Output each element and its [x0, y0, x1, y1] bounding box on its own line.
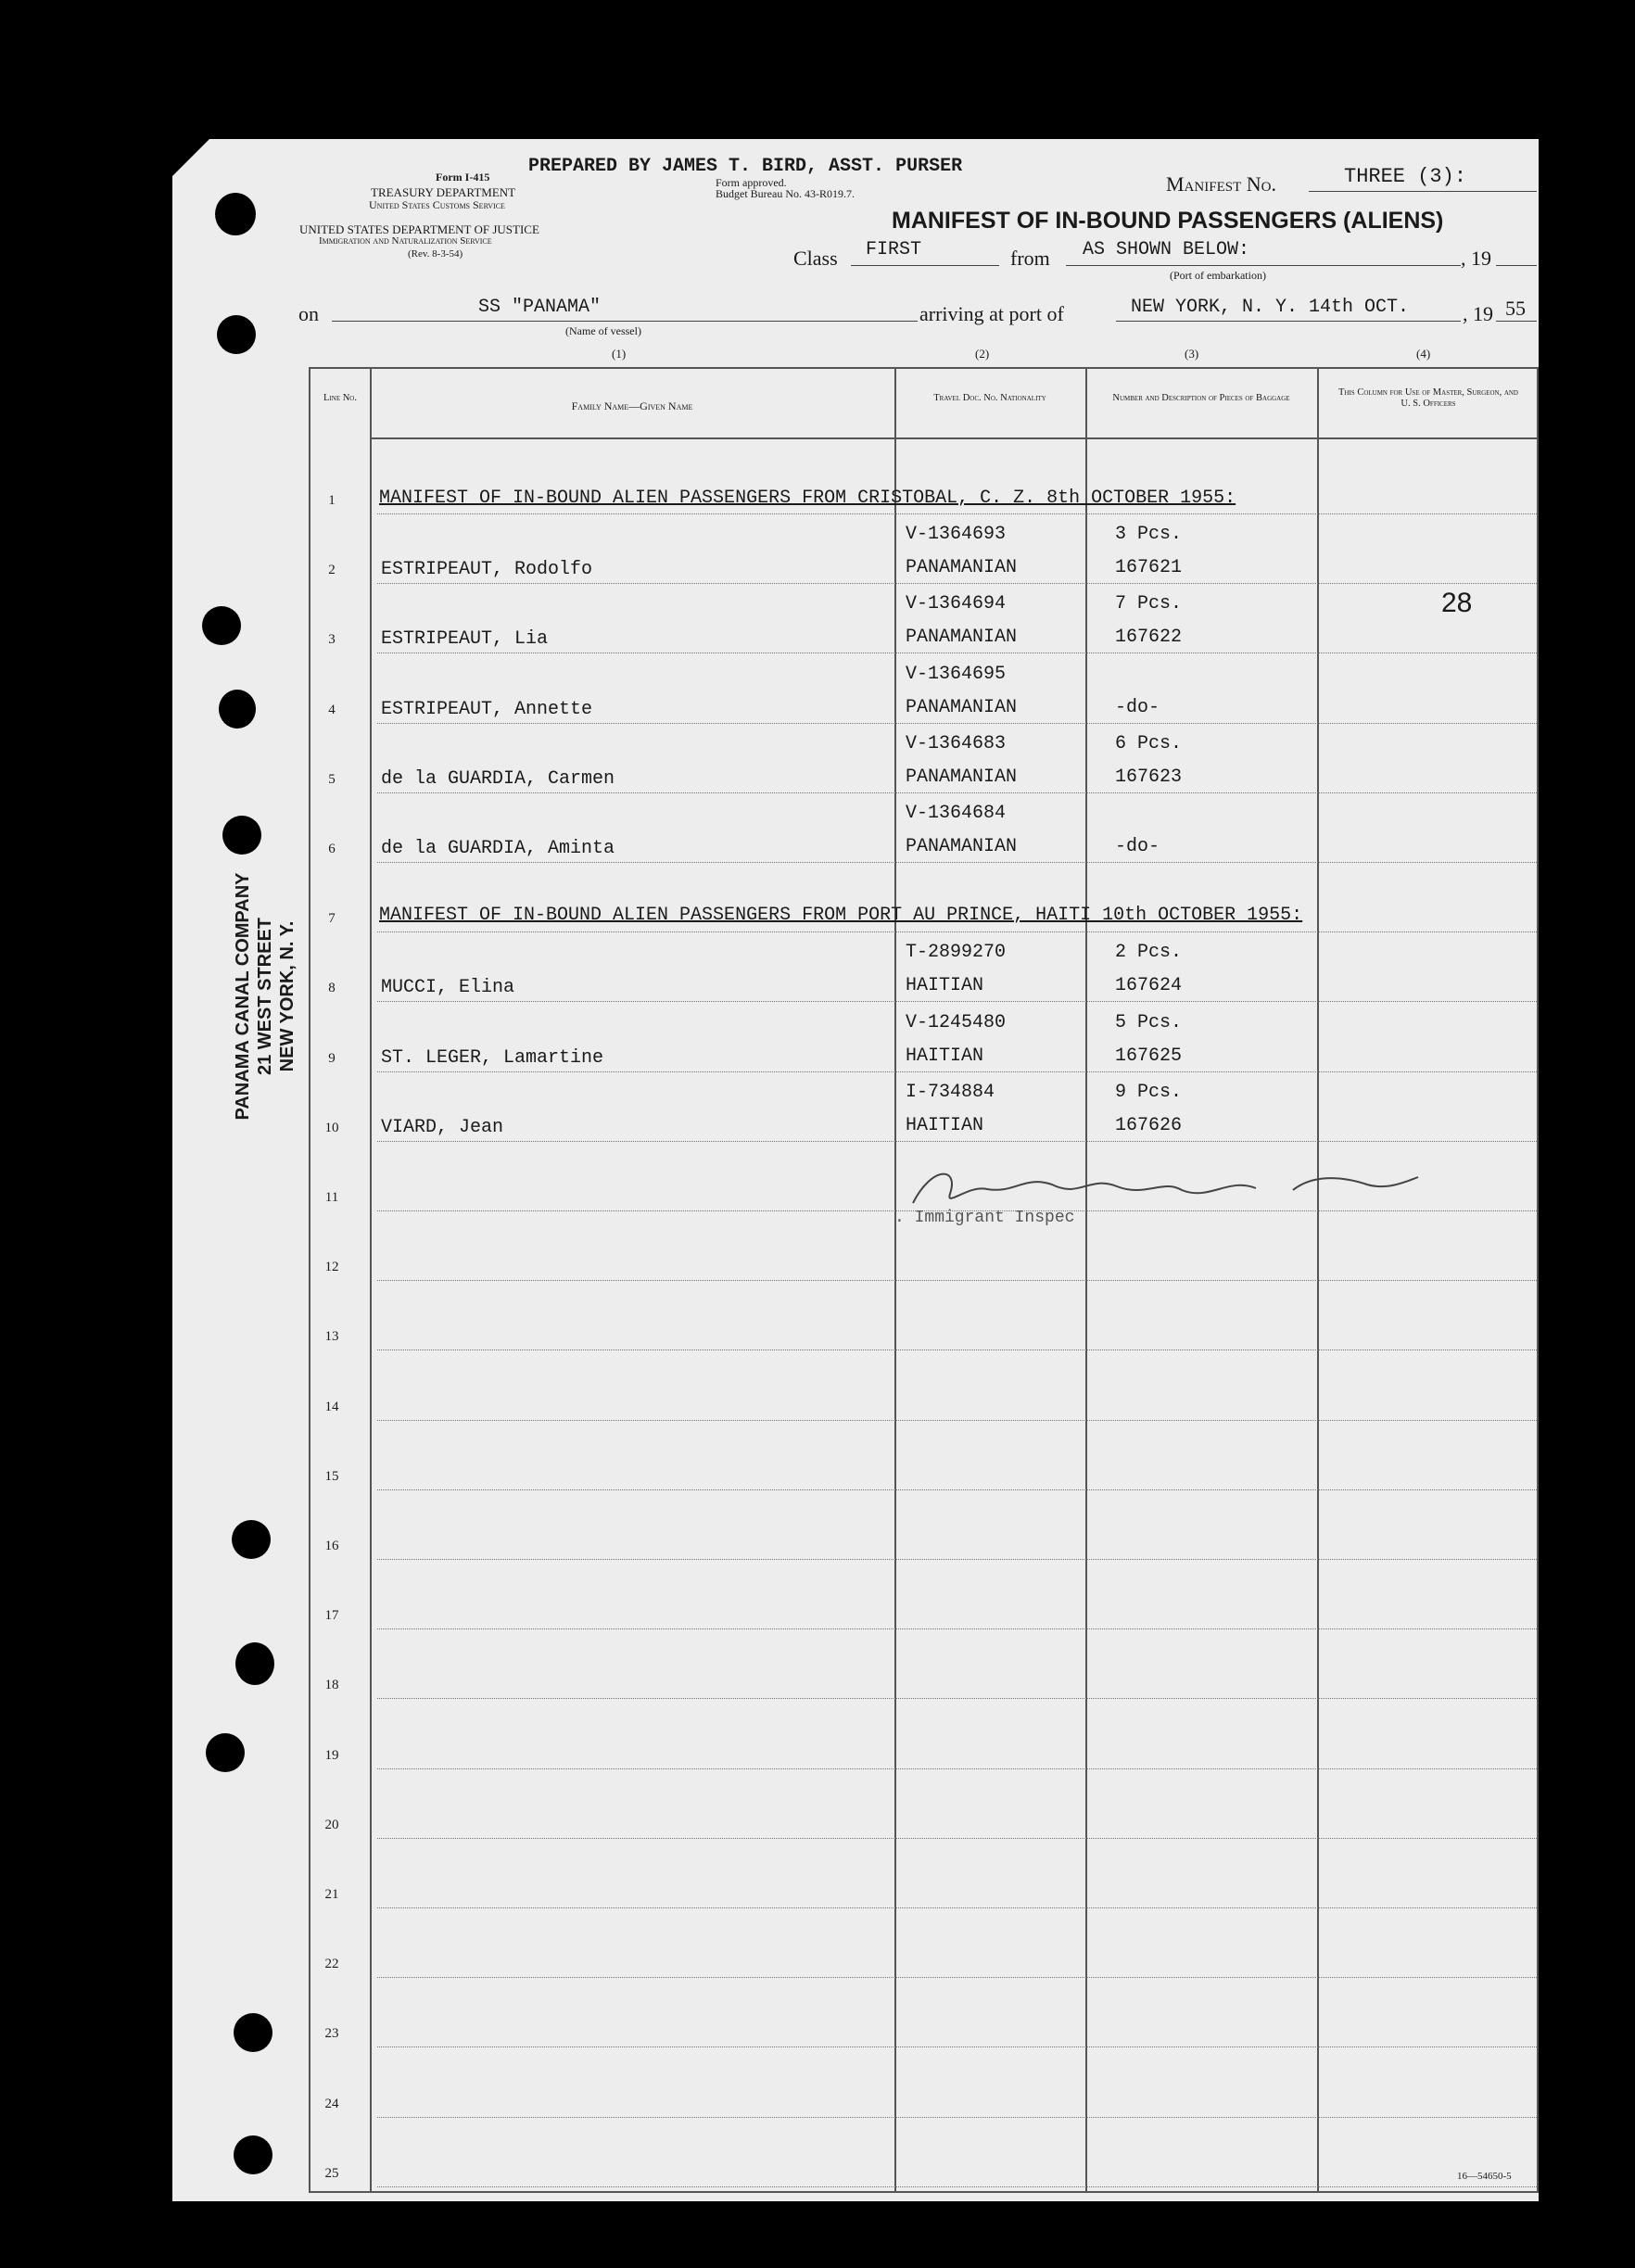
budget-bureau: Budget Bureau No. 43-R019.7. [716, 187, 855, 200]
travel-doc-no: T-2899270 [906, 942, 1007, 964]
row-rule [377, 1001, 1537, 1002]
year-line [1496, 265, 1537, 266]
baggage-number: -do- [1115, 696, 1160, 718]
row-rule [377, 1628, 1537, 1629]
row-rule [377, 1141, 1537, 1142]
binder-hole-5 [222, 816, 261, 855]
col-header-baggage: Number and Description of Pieces of Baggage [1112, 393, 1290, 403]
baggage-number: 167624 [1115, 975, 1183, 997]
row-number: 15 [324, 1468, 339, 1484]
baggage-number: 167625 [1115, 1045, 1183, 1067]
inspector-caption: . Immigrant Inspec [894, 1209, 1075, 1227]
row-rule [377, 1768, 1537, 1769]
row-number: 17 [324, 1608, 339, 1624]
row-rule [377, 1280, 1537, 1281]
col-header-travel: Travel Doc. No. Nationality [933, 393, 1046, 403]
class-value: FIRST [866, 239, 922, 260]
on-label: on [298, 302, 319, 325]
binder-hole-2 [217, 315, 256, 354]
row-number: 4 [328, 702, 336, 717]
row-number: 20 [324, 1817, 339, 1832]
row-number: 22 [324, 1957, 339, 1972]
header-rule [370, 437, 1537, 439]
dept-ins: Immigration and Naturalization Service [319, 235, 492, 247]
binder-hole-10 [234, 2135, 272, 2174]
baggage-number: 167621 [1115, 557, 1183, 579]
row-number: 7 [328, 911, 336, 927]
manifest-no-label: Manifest No. [1166, 172, 1276, 196]
row-rule [377, 2046, 1537, 2047]
vessel-line [332, 321, 918, 322]
arrival-year: 55 [1505, 297, 1526, 320]
year2-line [1496, 321, 1537, 322]
corner-cut [172, 139, 209, 176]
manifest-no-line [1309, 191, 1537, 192]
baggage-number: -do- [1115, 836, 1160, 857]
col-header-name: Family Name—Given Name [571, 399, 693, 412]
baggage-number: 167626 [1115, 1114, 1183, 1136]
prepared-by: PREPARED BY JAMES T. BIRD, ASST. PURSER [528, 156, 963, 177]
row-rule [377, 583, 1537, 584]
binder-hole-4 [219, 690, 256, 729]
baggage-number: 167622 [1115, 627, 1183, 649]
row-rule [377, 1349, 1537, 1350]
footer-code: 16—54650-5 [1457, 2171, 1512, 2182]
row-number: 8 [328, 981, 336, 996]
baggage-pieces: 9 Pcs. [1115, 1081, 1183, 1103]
class-label: Class [793, 247, 838, 270]
col-num-3: (3) [1185, 347, 1199, 361]
arrival-port-date: NEW YORK, N. Y. 14th OCT. [1131, 297, 1410, 318]
row-rule [377, 1838, 1537, 1839]
row-number: 23 [324, 2026, 339, 2042]
nationality: PANAMANIAN [906, 836, 1018, 857]
baggage-pieces: 7 Pcs. [1115, 593, 1183, 615]
form-number: Form I-415 [436, 171, 490, 184]
nationality: HAITIAN [906, 1045, 984, 1067]
col-header-officers: This Column for Use of Master, Surgeon, and U. S. Officers [1338, 387, 1518, 409]
row-rule [377, 2117, 1537, 2118]
row-number: 16 [324, 1539, 339, 1553]
nationality: HAITIAN [906, 975, 984, 997]
row-number: 13 [324, 1329, 339, 1345]
passenger-table [309, 367, 1539, 2193]
travel-doc-no: V-1245480 [906, 1011, 1007, 1033]
passenger-name: ESTRIPEAUT, Rodolfo [381, 559, 593, 581]
passenger-name: MUCCI, Elina [381, 977, 515, 999]
row-number: 18 [324, 1678, 339, 1693]
row-rule [377, 1489, 1537, 1490]
row-rule [377, 1907, 1537, 1908]
dept-treasury: TREASURY DEPARTMENT [371, 185, 516, 199]
binder-hole-6 [232, 1520, 271, 1559]
binder-hole-3 [202, 606, 241, 645]
stamp-line-3: NEW YORK, N. Y. [277, 920, 298, 1072]
vessel-caption: (Name of vessel) [565, 324, 641, 337]
binder-hole-7 [235, 1642, 274, 1685]
row-number: 2 [328, 563, 336, 578]
vessel-name: SS "PANAMA" [478, 297, 602, 318]
nationality: PANAMANIAN [906, 627, 1018, 649]
travel-doc-no: V-1364684 [906, 803, 1007, 824]
row-rule [377, 513, 1537, 514]
baggage-number: 167623 [1115, 766, 1183, 788]
margin-stamp [232, 872, 298, 1120]
row-number: 24 [324, 2096, 339, 2111]
travel-doc-no: I-734884 [906, 1081, 995, 1103]
port-embark-caption: (Port of embarkation) [1170, 269, 1266, 282]
row-number: 5 [328, 771, 336, 787]
row-number: 25 [324, 2165, 339, 2181]
row-rule [377, 723, 1537, 724]
row-rule [377, 1071, 1537, 1072]
arriving-label: arriving at port of [919, 302, 1064, 325]
row-rule [377, 792, 1537, 793]
row-number: 3 [328, 632, 336, 648]
dept-customs: United States Customs Service [369, 198, 505, 211]
row-number: 6 [328, 842, 336, 856]
col-num-4: (4) [1416, 347, 1431, 361]
row-number: 1 [328, 493, 336, 508]
travel-doc-no: V-1364695 [906, 663, 1007, 685]
year-label: , 19 [1461, 247, 1491, 270]
inspector-signature [904, 1157, 1423, 1222]
row-rule [377, 931, 1537, 932]
col-num-2: (2) [975, 347, 990, 361]
from-label: from [1010, 247, 1050, 270]
col-num-1: (1) [612, 347, 627, 361]
passenger-name: ESTRIPEAUT, Lia [381, 628, 549, 651]
row-number: 12 [324, 1260, 339, 1275]
passenger-name: ESTRIPEAUT, Annette [381, 698, 593, 720]
binder-hole-8 [206, 1733, 245, 1772]
manifest-title: MANIFEST OF IN-BOUND PASSENGERS (ALIENS) [892, 208, 1444, 234]
row-rule [377, 2186, 1537, 2187]
row-rule [377, 862, 1537, 863]
section-heading-cristobal: MANIFEST OF IN-BOUND ALIEN PASSENGERS FROM CRISTOBAL, C. Z. 8th OCTOBER 1955: [379, 488, 1236, 509]
binder-hole-1 [215, 193, 256, 235]
nationality: PANAMANIAN [906, 557, 1018, 579]
row-number: 9 [328, 1050, 336, 1066]
passenger-name: VIARD, Jean [381, 1116, 504, 1138]
port-of-embarkation: AS SHOWN BELOW: [1083, 239, 1250, 260]
row-number: 19 [324, 1747, 339, 1763]
arriving-line [1116, 321, 1461, 322]
baggage-pieces: 2 Pcs. [1115, 942, 1183, 964]
travel-doc-no: V-1364694 [906, 593, 1007, 615]
travel-doc-no: V-1364693 [906, 524, 1007, 546]
row-number: 21 [324, 1887, 339, 1902]
col-divider [370, 369, 372, 2191]
row-number: 11 [324, 1190, 339, 1205]
passenger-name: de la GUARDIA, Carmen [381, 767, 615, 790]
class-line [851, 265, 999, 266]
travel-doc-no: V-1364683 [906, 732, 1007, 754]
nationality: PANAMANIAN [906, 766, 1018, 788]
row-rule [377, 1559, 1537, 1560]
baggage-pieces: 6 Pcs. [1115, 732, 1183, 754]
passenger-name: de la GUARDIA, Aminta [381, 838, 615, 859]
row-number: 14 [324, 1399, 339, 1414]
nationality: PANAMANIAN [906, 696, 1018, 718]
form-approved: Form approved. [716, 176, 787, 189]
stamp-line-2: 21 WEST STREET [255, 917, 275, 1076]
binder-hole-9 [234, 2013, 272, 2052]
from-line [1066, 265, 1461, 266]
dept-justice: UNITED STATES DEPARTMENT OF JUSTICE [299, 222, 539, 236]
row-rule [377, 1698, 1537, 1699]
baggage-pieces: 5 Pcs. [1115, 1011, 1183, 1033]
stamp-line-1: PANAMA CANAL COMPANY [233, 872, 253, 1121]
passenger-name: ST. LEGER, Lamartine [381, 1046, 604, 1069]
row-rule [377, 1977, 1537, 1978]
officer-note: 28 [1441, 588, 1473, 618]
year2-label: , 19 [1463, 302, 1493, 325]
row-number: 10 [324, 1120, 339, 1135]
section-heading-haiti: MANIFEST OF IN-BOUND ALIEN PASSENGERS FROM PORT AU PRINCE, HAITI 10th OCTOBER 1955: [379, 905, 1303, 926]
form-revision: (Rev. 8-3-54) [408, 248, 463, 260]
nationality: HAITIAN [906, 1114, 984, 1136]
row-rule [377, 1420, 1537, 1421]
col-header-line: Line No. [323, 393, 357, 403]
manifest-no-value: THREE (3): [1344, 165, 1467, 188]
baggage-pieces: 3 Pcs. [1115, 524, 1183, 546]
